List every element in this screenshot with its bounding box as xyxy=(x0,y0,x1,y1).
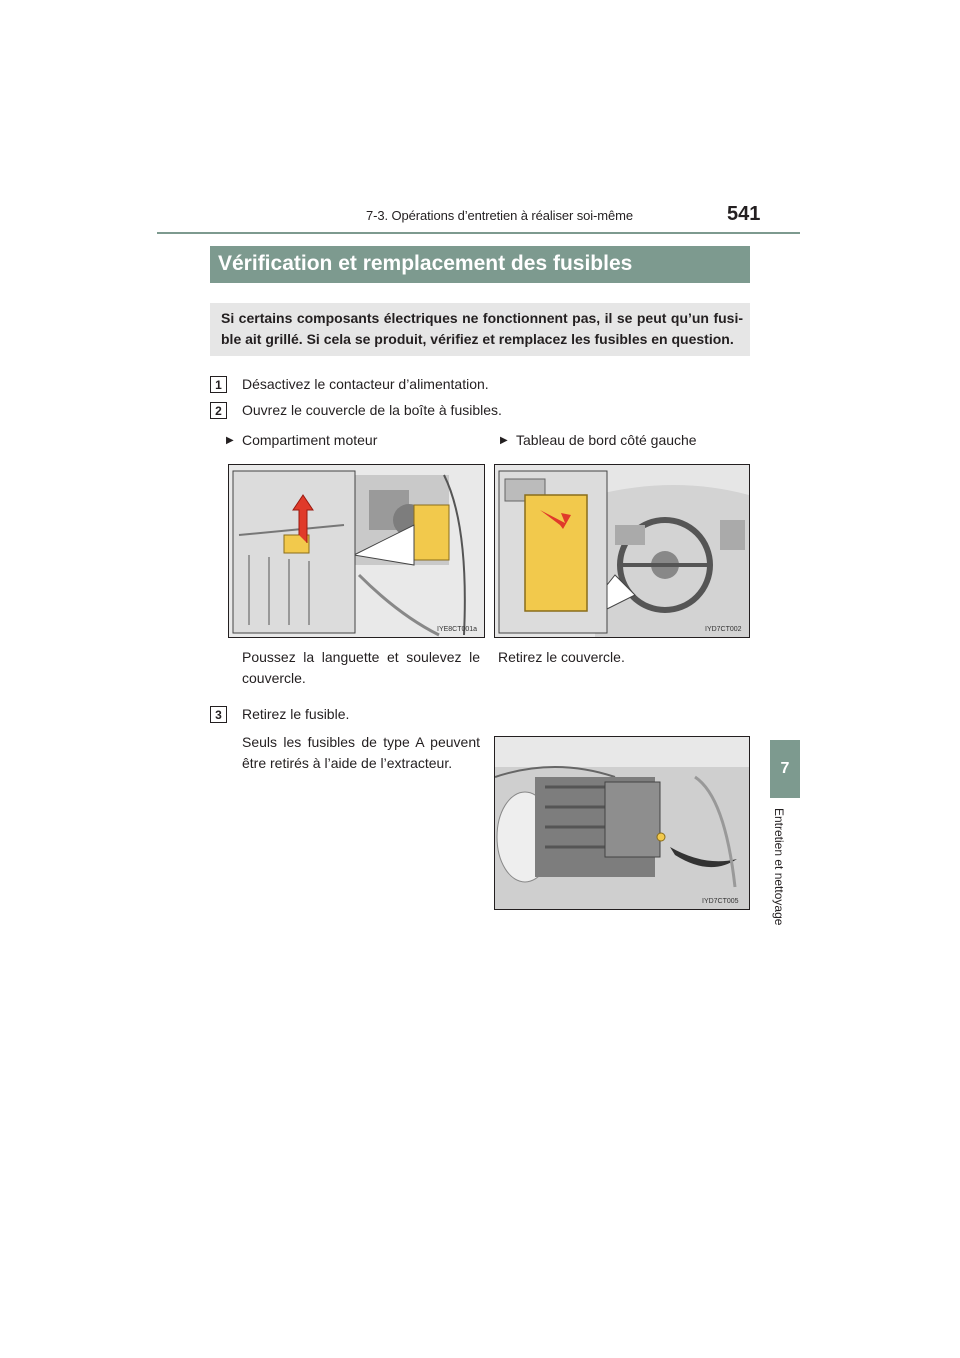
step3-note: Seuls les fusibles de type A peuvent être retirés à l’aide de l’extracteur. xyxy=(242,734,480,771)
figure-code-step3: IYD7CT005 xyxy=(702,898,739,905)
intro-box xyxy=(210,303,750,356)
option-label-right: Tableau de bord côté gauche xyxy=(516,432,697,448)
figure-code-left: IYE8CT001a xyxy=(437,626,478,633)
figure-fuse-box xyxy=(494,736,750,910)
page-title: Vérification et remplacement des fusibles xyxy=(218,252,633,275)
option-label-left: Compartiment moteur xyxy=(242,432,378,448)
caption-right: Retirez le couvercle. xyxy=(498,649,625,665)
title-bar xyxy=(210,246,750,283)
page-number: 541 xyxy=(727,203,761,225)
triangle-right-icon: ▶ xyxy=(226,435,234,446)
chapter-label: Entretien et nettoyage xyxy=(772,808,786,926)
step-text-3: Retirez le fusible. xyxy=(242,706,350,722)
step-number-3: 3 xyxy=(210,706,227,723)
step-text-1: Désactivez le contacteur d’alimentation. xyxy=(242,376,489,392)
figure-dashboard-left xyxy=(494,464,750,638)
caption-left: Poussez la languette et soulevez le couvercle. xyxy=(242,649,480,686)
step-text-2: Ouvrez le couvercle de la boîte à fusibles. xyxy=(242,402,502,418)
intro-text: Si certains composants électriques ne fonctionnent pas, il se peut qu’un fusi-ble ait grillé. Si cela se produit, vérifiez et remplacez les fusibles en question. xyxy=(221,310,743,347)
figure-code-right: IYD7CT002 xyxy=(705,626,742,633)
step-number-1: 1 xyxy=(210,376,227,393)
header-rule xyxy=(157,232,800,234)
figure-engine-compartment xyxy=(228,464,485,638)
section-header: 7-3. Opérations d’entretien à réaliser soi-même xyxy=(366,208,633,223)
chapter-tab: 7 xyxy=(770,740,800,798)
triangle-right-icon: ▶ xyxy=(500,435,508,446)
step-number-2: 2 xyxy=(210,402,227,419)
